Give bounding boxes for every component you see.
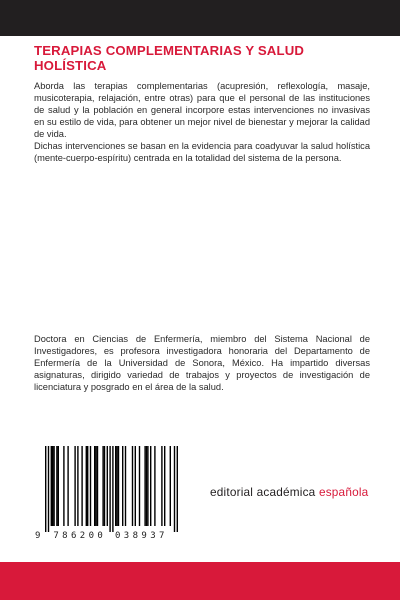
book-title: TERAPIAS COMPLEMENTARIAS Y SALUD HOLÍSTICA xyxy=(34,43,305,73)
barcode-bar xyxy=(170,446,171,526)
summary-paragraph-2: Dichas intervenciones se basan en la evidencia para coadyuvar la salud holística (mente-cuerpo-espíritu) centrada en la totalidad del sistema de la persona. xyxy=(34,141,370,164)
barcode-digit-group-right: 038937 xyxy=(114,531,168,540)
barcode-bar xyxy=(107,446,108,526)
barcode-bar xyxy=(132,446,133,526)
summary-paragraph-1: Aborda las terapias complementarias (acupresión, reflexología, masaje, musicoterapia, relajación, entre otras) para que el personal de las instituciones de salud y la población en general incorpore estas intervenciones no invasivas en su estilo de vida, para obtener un mejor nivel de bienestar y mejorar la calidad de vida. xyxy=(34,81,370,140)
barcode-digit-group-left: 786200 xyxy=(53,531,107,540)
top-dark-band xyxy=(0,0,400,36)
barcode-bar xyxy=(77,446,78,526)
barcode-bar xyxy=(95,446,96,526)
barcode-bar xyxy=(116,446,117,526)
bottom-red-band xyxy=(0,562,400,600)
barcode-bar xyxy=(74,446,75,526)
barcode-bar xyxy=(53,446,54,526)
barcode-bar xyxy=(97,446,98,526)
barcode-bar xyxy=(118,446,119,526)
barcode-bar xyxy=(87,446,88,526)
barcode-bar xyxy=(63,446,64,526)
barcode-bar xyxy=(150,446,151,526)
barcode-guard-bar xyxy=(177,446,178,532)
author-bio: Doctora en Ciencias de Enfermería, miembro del Sistema Nacional de Investigadores, es profesora investigadora honoraria del Departamento de Enfermería de la Universidad de Sonora, México. Ha impartido diversas asignaturas, dirigido variedad de trabajos y proyectos de investigación de licenciatura y posgrado en el área de la salud. xyxy=(34,334,370,393)
barcode-bar xyxy=(144,446,145,526)
barcode-bar xyxy=(161,446,162,526)
barcode-bar xyxy=(102,446,103,526)
publisher-name: editorial académica xyxy=(210,485,316,499)
barcode-guard-bar xyxy=(48,446,49,532)
barcode-bar xyxy=(94,446,95,526)
barcode-bar xyxy=(115,446,116,526)
book-summary xyxy=(34,80,370,164)
barcode-guard-bar xyxy=(45,446,46,532)
barcode-bar xyxy=(51,446,52,526)
barcode-bar xyxy=(146,446,147,526)
barcode-bar xyxy=(67,446,68,526)
barcode-bar xyxy=(154,446,155,526)
barcode-guard-bar xyxy=(109,446,110,532)
barcode-bar xyxy=(122,446,123,526)
barcode-bar xyxy=(86,446,87,526)
barcode-guard-bar xyxy=(112,446,113,532)
barcode-bar xyxy=(81,446,82,526)
barcode-bar xyxy=(125,446,126,526)
barcode-bar xyxy=(52,446,53,526)
barcode-bar xyxy=(58,446,59,526)
isbn-barcode xyxy=(35,446,187,540)
barcode-guard-bar xyxy=(174,446,175,532)
publisher-logo xyxy=(210,485,368,499)
barcode-bar xyxy=(135,446,136,526)
barcode-bar xyxy=(139,446,140,526)
barcode-digit-first: 9 xyxy=(35,531,41,540)
barcode-bar xyxy=(164,446,165,526)
barcode-bar xyxy=(104,446,105,526)
barcode-bar xyxy=(90,446,91,526)
barcode-bar xyxy=(56,446,57,526)
barcode-bars xyxy=(45,446,178,532)
publisher-name-accent: española xyxy=(318,485,369,499)
barcode-bar xyxy=(147,446,148,526)
